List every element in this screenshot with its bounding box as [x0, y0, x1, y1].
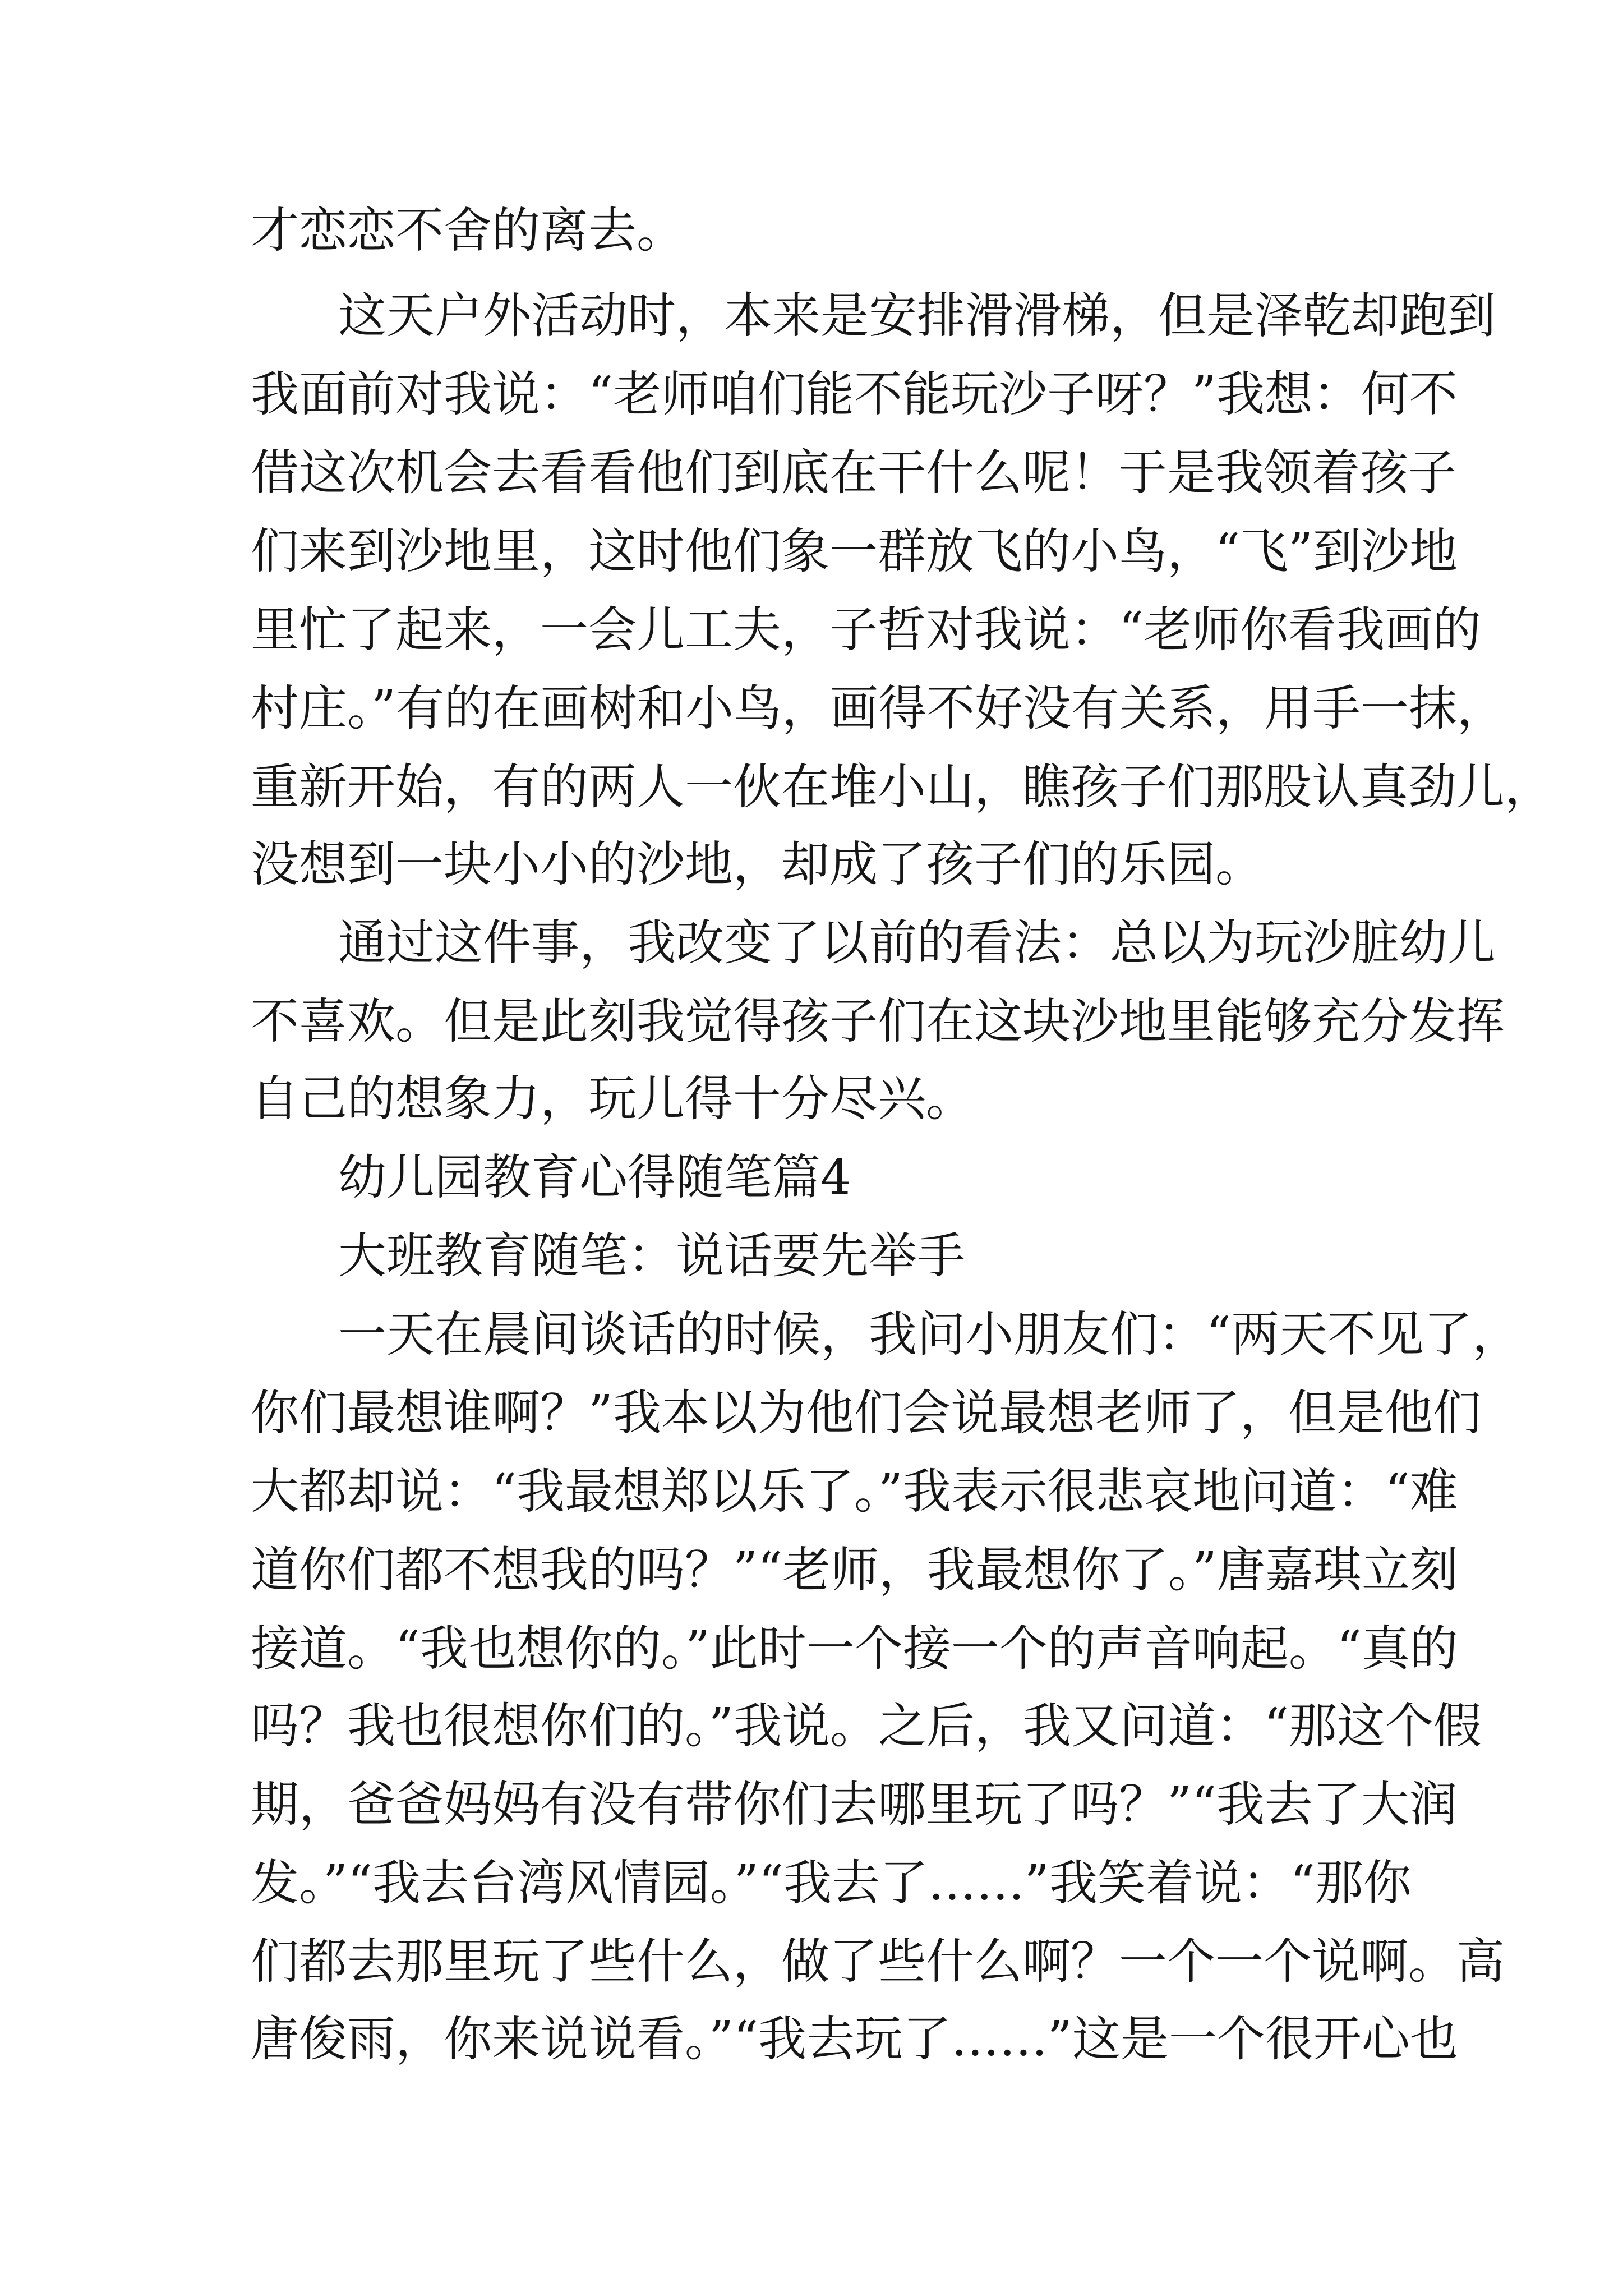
text-line: 没想到一块小小的沙地，却成了孩子们的乐园。 — [251, 836, 1264, 892]
text-line: 不喜欢。但是此刻我觉得孩子们在这块沙地里能够充分发挥 — [251, 993, 1505, 1050]
text-line: 大都却说：“我最想郑以乐了。”我表示很悲哀地问道：“难 — [251, 1464, 1458, 1520]
text-line: 你们最想谁啊？”我本以为他们会说最想老师了，但是他们 — [251, 1385, 1481, 1441]
text-line: 一天在晨间谈话的时候，我问小朋友们：“两天不见了， — [338, 1306, 1520, 1363]
text-line: 村庄。”有的在画树和小鸟，画得不好没有关系，用手一抹， — [251, 680, 1505, 737]
text-line: 吗？我也很想你们的。”我说。之后，我又问道：“那这个假 — [251, 1698, 1482, 1754]
text-line: 们都去那里玩了些什么，做了些什么啊？一个一个说啊。高 — [251, 1934, 1505, 1990]
text-line: 自己的想象力，玩儿得十分尽兴。 — [251, 1071, 974, 1127]
text-line: 接道。“我也想你的。”此时一个接一个的声音响起。“真的 — [251, 1621, 1458, 1677]
text-line: 才恋恋不舍的离去。 — [251, 203, 685, 259]
text-line: 唐俊雨，你来说说看。”“我去玩了……”这是一个很开心也 — [251, 2011, 1458, 2067]
text-line: 们来到沙地里，这时他们象一群放飞的小鸟，“飞”到沙地 — [251, 523, 1458, 579]
text-line: 道你们都不想我的吗？”“老师，我最想你了。”唐嘉琪立刻 — [251, 1542, 1458, 1598]
text-line: 发。”“我去台湾风情园。”“我去了……”我笑着说：“那你 — [251, 1855, 1412, 1911]
text-line: 期，爸爸妈妈有没有带你们去哪里玩了吗？”“我去了大润 — [251, 1777, 1458, 1833]
article-title: 大班教育随笔：说话要先举手 — [338, 1228, 965, 1284]
text-line: 里忙了起来，一会儿工夫，子哲对我说：“老师你看我画的 — [251, 602, 1481, 658]
text-line: 重新开始，有的两人一伙在堆小山，瞧孩子们那股认真劲儿， — [251, 759, 1553, 815]
text-line: 这天户外活动时，本来是安排滑滑梯，但是泽乾却跑到 — [338, 288, 1496, 344]
text-line: 我面前对我说：“老师咱们能不能玩沙子呀？”我想：何不 — [251, 366, 1458, 422]
text-line: 通过这件事，我改变了以前的看法：总以为玩沙脏幼儿 — [338, 915, 1496, 971]
text-line: 借这次机会去看看他们到底在干什么呢！于是我领着孩子 — [251, 445, 1456, 501]
section-heading: 幼儿园教育心得随笔篇4 — [338, 1149, 851, 1205]
